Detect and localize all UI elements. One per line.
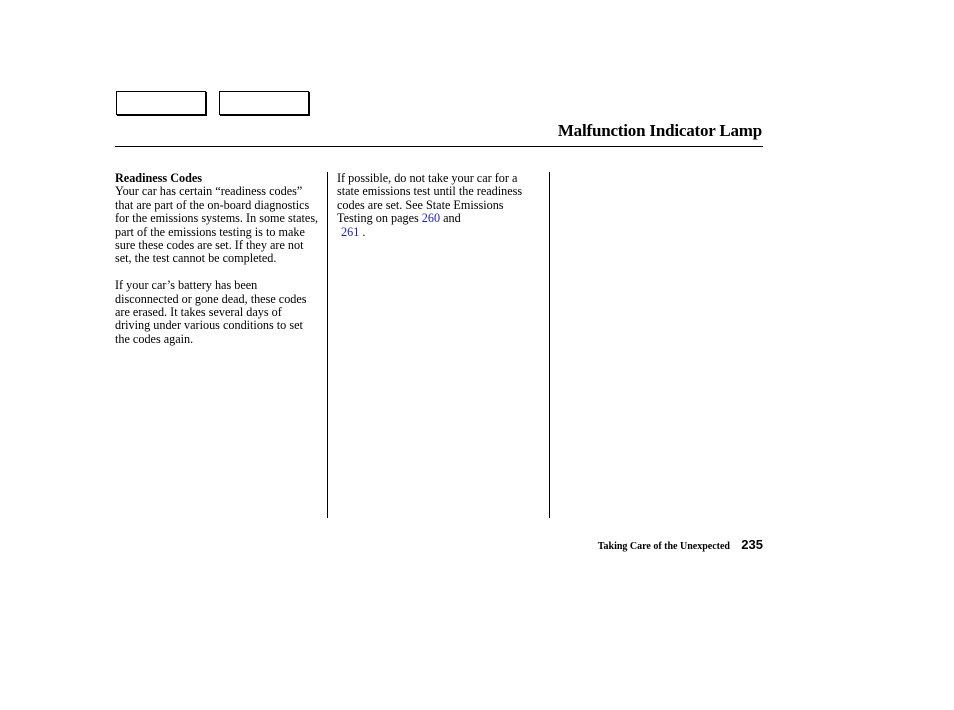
- page-title: Malfunction Indicator Lamp: [557, 121, 762, 140]
- paragraph-1: Your car has certain “readiness codes” that are part of the on-board diagnostics for the emissions systems. In some states, part of the emissions testing is to make sure these codes are set. If they are not set, the test cannot be completed.: [115, 184, 319, 266]
- page-number: 235: [741, 537, 763, 552]
- page-link-260[interactable]: 260: [421, 211, 441, 226]
- paragraph-3-text-2: and: [440, 211, 461, 226]
- paragraph-3: [337, 172, 542, 239]
- page-link-261[interactable]: 261: [341, 224, 360, 239]
- title-divider: [115, 146, 763, 147]
- column-2: [337, 172, 542, 239]
- paragraph-3-text-1: If possible, do not take your car for a state emissions test until the readiness codes are set. See State Emissions Testing on pages: [337, 171, 523, 226]
- section-heading: Readiness Codes: [115, 171, 203, 185]
- column-divider-2: [549, 172, 550, 518]
- nav-button-2[interactable]: [219, 91, 309, 115]
- column-1: [115, 172, 320, 346]
- column-divider-1: [327, 172, 328, 518]
- paragraph-3-text-3: .: [359, 224, 366, 239]
- paragraph-2: If your car’s battery has been disconnected or gone dead, these codes are erased. It takes several days of driving under various conditions to set the codes again.: [115, 278, 307, 346]
- nav-button-1[interactable]: [116, 91, 206, 115]
- footer-section-title: Taking Care of the Unexpected: [597, 541, 730, 552]
